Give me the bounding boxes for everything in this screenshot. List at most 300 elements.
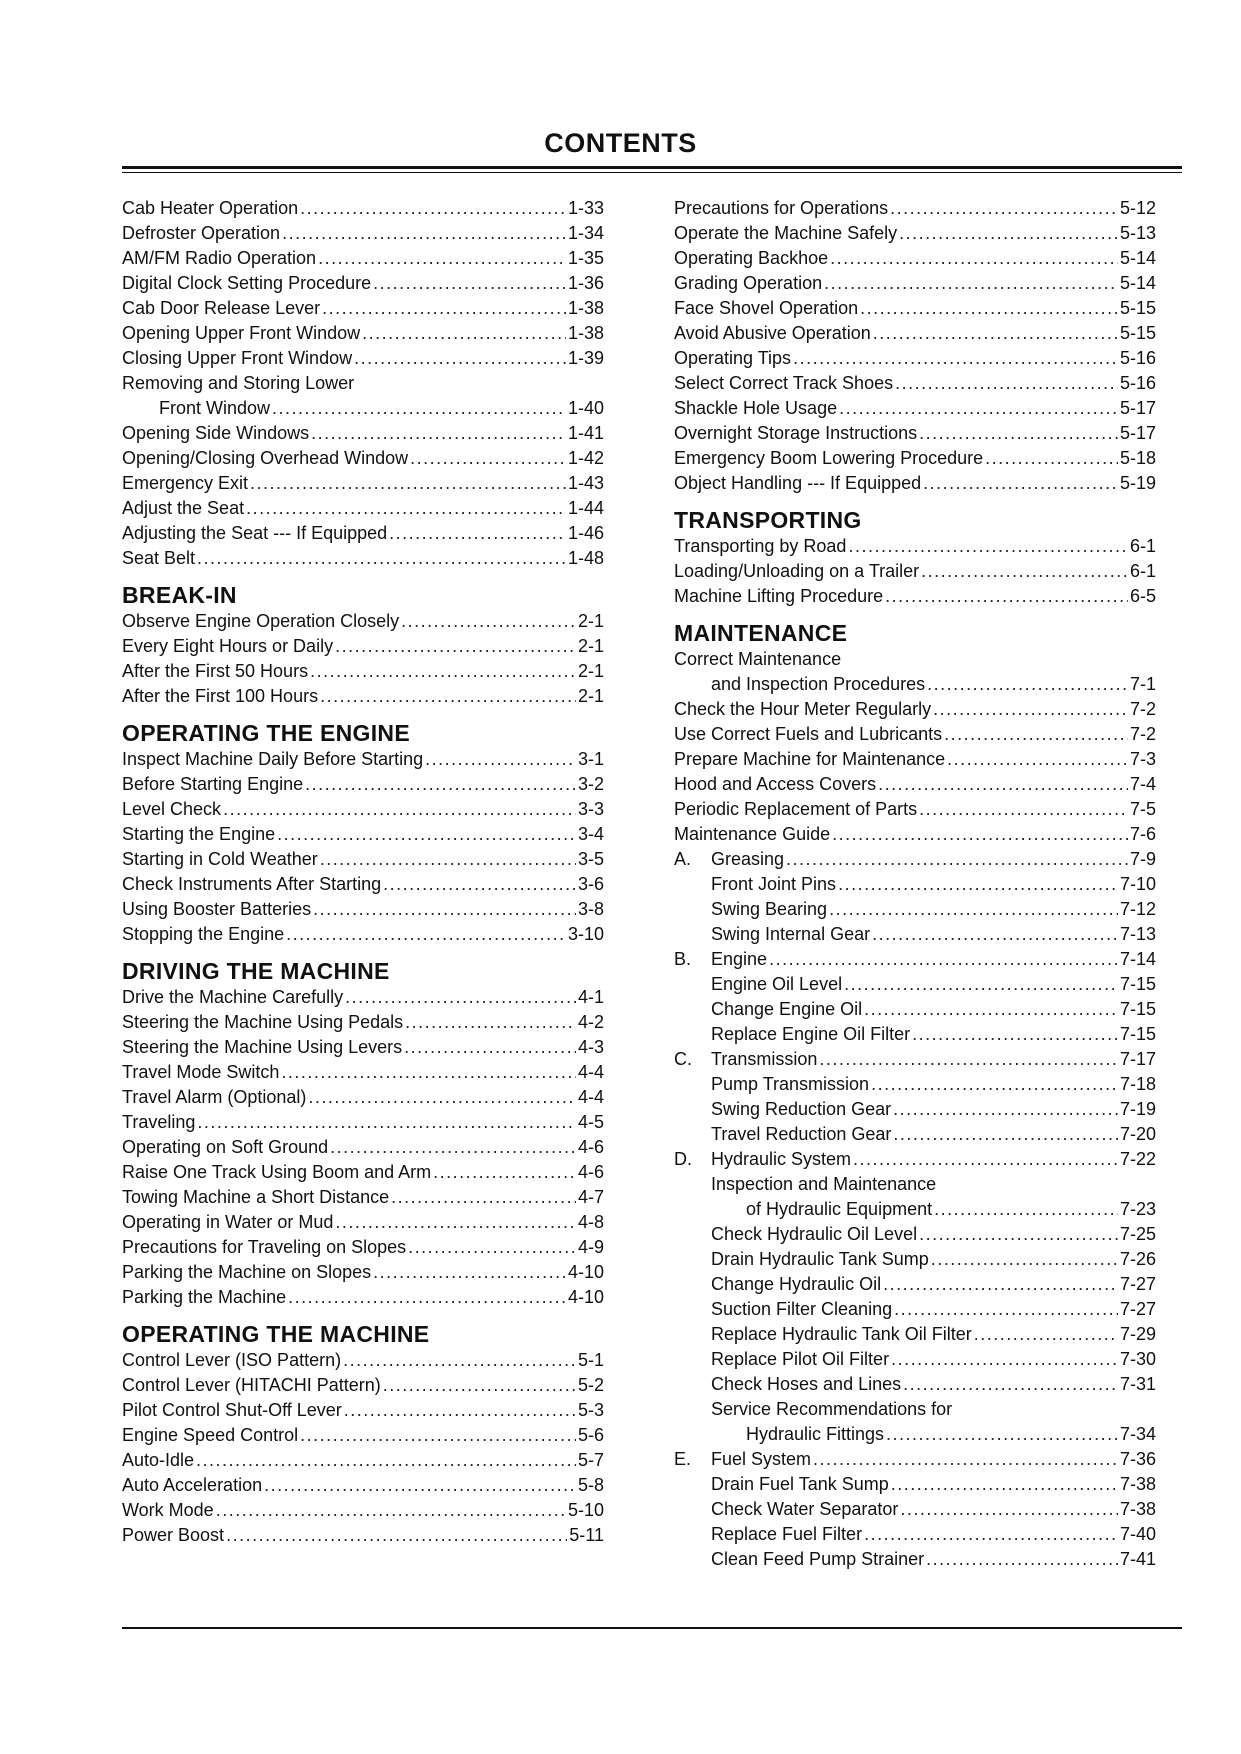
- dot-leader: [408, 1235, 576, 1260]
- toc-entry-page-number: 3-10: [567, 924, 604, 944]
- dot-leader: [391, 1185, 576, 1210]
- dot-leader: [839, 396, 1118, 421]
- toc-entry-page-number: 7-10: [1119, 874, 1156, 894]
- toc-entry[interactable]: [122, 1235, 604, 1260]
- toc-entry[interactable]: [122, 1110, 604, 1135]
- toc-entry-label: Loading/Unloading on a Trailer: [674, 561, 920, 581]
- toc-entry-label: Use Correct Fuels and Lubricants: [674, 724, 943, 744]
- toc-entry-label: Operating Backhoe: [674, 248, 829, 268]
- toc-entry[interactable]: [122, 1348, 604, 1373]
- toc-entry-label: Machine Lifting Procedure: [674, 586, 884, 606]
- toc-entry-label: Operating in Water or Mud: [122, 1212, 334, 1232]
- dot-leader: [318, 246, 566, 271]
- toc-entry[interactable]: [122, 221, 604, 246]
- toc-entry-page-number: 7-4: [1129, 774, 1156, 794]
- toc-entry-label: Opening Side Windows: [122, 423, 310, 443]
- toc-entry-page-number: 5-1: [577, 1350, 604, 1370]
- toc-entry[interactable]: [674, 972, 1156, 997]
- dot-leader: [362, 321, 566, 346]
- toc-entry-page-number: 7-23: [1119, 1199, 1156, 1219]
- dot-leader: [277, 822, 576, 847]
- toc-entry-label: Removing and Storing Lower: [122, 373, 355, 393]
- dot-leader: [282, 221, 566, 246]
- toc-entry[interactable]: [674, 421, 1156, 446]
- toc-entry-page-number: 4-9: [577, 1237, 604, 1257]
- toc-entry[interactable]: [674, 897, 1156, 922]
- toc-entry-page-number: 7-15: [1119, 1024, 1156, 1044]
- dot-leader: [919, 797, 1128, 822]
- toc-entry[interactable]: [122, 634, 604, 659]
- toc-entry-label: Auto Acceleration: [122, 1475, 263, 1495]
- toc-entry-label: Operating on Soft Ground: [122, 1137, 329, 1157]
- toc-entry[interactable]: [674, 1047, 1156, 1072]
- toc-entry-label: Check Water Separator: [711, 1499, 899, 1519]
- toc-entry-page-number: 5-17: [1119, 398, 1156, 418]
- dot-leader: [872, 922, 1118, 947]
- toc-entry-page-number: 1-41: [567, 423, 604, 443]
- toc-entry-label: Level Check: [122, 799, 222, 819]
- toc-entry-page-number: 2-1: [577, 686, 604, 706]
- toc-entry-label: Parking the Machine on Slopes: [122, 1262, 372, 1282]
- dot-leader: [343, 1348, 576, 1373]
- toc-entry[interactable]: [122, 1523, 604, 1548]
- toc-entry[interactable]: [122, 1473, 604, 1498]
- dot-leader: [883, 1272, 1118, 1297]
- toc-entry-page-number: 7-12: [1119, 899, 1156, 919]
- toc-entry-label: of Hydraulic Equipment: [746, 1199, 933, 1219]
- toc-entry[interactable]: [674, 1022, 1156, 1047]
- toc-entry[interactable]: [122, 747, 604, 772]
- toc-entry-label: Check Hydraulic Oil Level: [711, 1224, 918, 1244]
- dot-leader: [272, 396, 566, 421]
- toc-entry-label: Swing Internal Gear: [711, 924, 871, 944]
- toc-entry[interactable]: [122, 1035, 604, 1060]
- toc-entry-page-number: 1-36: [567, 273, 604, 293]
- toc-entry[interactable]: [122, 271, 604, 296]
- toc-entry[interactable]: [674, 584, 1156, 609]
- toc-entry-label: Power Boost: [122, 1525, 225, 1545]
- dot-leader: [878, 772, 1128, 797]
- toc-entry-page-number: 6-1: [1129, 561, 1156, 581]
- toc-entry-page-number: 2-1: [577, 611, 604, 631]
- toc-entry[interactable]: [674, 947, 1156, 972]
- toc-entry[interactable]: [122, 196, 604, 221]
- toc-entry[interactable]: [674, 1097, 1156, 1122]
- toc-entry[interactable]: [674, 346, 1156, 371]
- toc-entry[interactable]: [122, 1010, 604, 1035]
- toc-entry[interactable]: [674, 471, 1156, 496]
- toc-entry-label: Prepare Machine for Maintenance: [674, 749, 946, 769]
- dot-leader: [919, 1222, 1118, 1247]
- dot-leader: [335, 634, 576, 659]
- dot-leader: [197, 1110, 576, 1135]
- section-heading-break-in: BREAK-IN: [122, 582, 237, 608]
- toc-entry-label: Change Engine Oil: [711, 999, 863, 1019]
- toc-entry-page-number: 5-12: [1119, 198, 1156, 218]
- toc-entry-page-number: 5-8: [577, 1475, 604, 1495]
- dot-leader: [923, 471, 1118, 496]
- dot-leader: [864, 997, 1118, 1022]
- toc-entry[interactable]: [674, 246, 1156, 271]
- toc-entry-label: Drain Hydraulic Tank Sump: [711, 1249, 929, 1269]
- toc-entry[interactable]: [674, 1497, 1156, 1522]
- toc-entry-page-number: 4-8: [577, 1212, 604, 1232]
- toc-left-column: [122, 196, 604, 1548]
- toc-entry-label: Service Recommendations for: [711, 1399, 953, 1419]
- toc-entry-label: Avoid Abusive Operation: [674, 323, 871, 343]
- toc-entry[interactable]: [674, 1247, 1156, 1272]
- toc-entry-page-number: 7-15: [1119, 974, 1156, 994]
- toc-entry-label: Adjusting the Seat --- If Equipped: [122, 523, 388, 543]
- toc-entry-page-number: 7-13: [1119, 924, 1156, 944]
- toc-entry-page-number: 7-2: [1129, 699, 1156, 719]
- toc-text-line: [122, 371, 604, 396]
- toc-entry-page-number: 1-38: [567, 323, 604, 343]
- toc-entry-label: Digital Clock Setting Procedure: [122, 273, 372, 293]
- toc-entry-label: Closing Upper Front Window: [122, 348, 353, 368]
- toc-entry[interactable]: [122, 1185, 604, 1210]
- toc-entry[interactable]: [122, 546, 604, 571]
- footer-rule: [122, 1627, 1182, 1629]
- toc-entry[interactable]: [674, 1472, 1156, 1497]
- toc-entry[interactable]: [674, 296, 1156, 321]
- toc-entry[interactable]: [122, 797, 604, 822]
- toc-entry[interactable]: [674, 997, 1156, 1022]
- toc-entry[interactable]: [674, 1222, 1156, 1247]
- toc-entry-label: Shackle Hole Usage: [674, 398, 838, 418]
- dot-leader: [886, 1422, 1118, 1447]
- toc-entry-label: After the First 100 Hours: [122, 686, 319, 706]
- toc-entry-label: Seat Belt: [122, 548, 196, 568]
- dot-leader: [926, 1547, 1118, 1572]
- toc-entry-label: Control Lever (ISO Pattern): [122, 1350, 342, 1370]
- dot-leader: [335, 1210, 576, 1235]
- toc-entry[interactable]: [674, 672, 1156, 697]
- toc-entry[interactable]: [122, 446, 604, 471]
- dot-leader: [383, 872, 576, 897]
- toc-entry[interactable]: [122, 659, 604, 684]
- toc-entry-page-number: 7-19: [1119, 1099, 1156, 1119]
- toc-entry-label: Overnight Storage Instructions: [674, 423, 918, 443]
- toc-entry[interactable]: [122, 246, 604, 271]
- toc-entry[interactable]: [674, 1347, 1156, 1372]
- toc-entry[interactable]: [122, 296, 604, 321]
- dot-leader: [931, 1247, 1118, 1272]
- toc-entry[interactable]: [122, 1373, 604, 1398]
- dot-leader: [313, 897, 576, 922]
- toc-entry-page-number: 4-1: [577, 987, 604, 1007]
- dot-leader: [947, 747, 1128, 772]
- toc-entry-page-number: 1-46: [567, 523, 604, 543]
- toc-entry-page-number: 7-29: [1119, 1324, 1156, 1344]
- toc-entry-page-number: 2-1: [577, 636, 604, 656]
- toc-entry[interactable]: [122, 872, 604, 897]
- toc-entry-letter: B.: [674, 949, 692, 969]
- toc-entry-page-number: 7-25: [1119, 1224, 1156, 1244]
- dot-leader: [919, 421, 1118, 446]
- toc-entry-page-number: 1-48: [567, 548, 604, 568]
- toc-entry[interactable]: [122, 609, 604, 634]
- toc-entry[interactable]: [122, 684, 604, 709]
- toc-entry-page-number: 5-15: [1119, 298, 1156, 318]
- toc-entry-label: Emergency Exit: [122, 473, 249, 493]
- toc-entry[interactable]: [122, 1160, 604, 1185]
- dot-leader: [305, 772, 576, 797]
- toc-entry-label: Front Joint Pins: [711, 874, 837, 894]
- toc-entry[interactable]: [122, 847, 604, 872]
- toc-entry-label: Raise One Track Using Boom and Arm: [122, 1162, 432, 1182]
- toc-entry-label: Opening Upper Front Window: [122, 323, 361, 343]
- toc-entry-label: Opening/Closing Overhead Window: [122, 448, 409, 468]
- toc-entry-label: Check Instruments After Starting: [122, 874, 382, 894]
- toc-entry[interactable]: [122, 346, 604, 371]
- toc-entry-page-number: 2-1: [577, 661, 604, 681]
- toc-entry-label: Pump Transmission: [711, 1074, 870, 1094]
- section-heading-maintenance: MAINTENANCE: [674, 620, 848, 646]
- toc-entry-page-number: 7-14: [1119, 949, 1156, 969]
- toc-entry-page-number: 5-14: [1119, 248, 1156, 268]
- toc-entry[interactable]: [122, 396, 604, 421]
- toc-entry[interactable]: [674, 1072, 1156, 1097]
- toc-entry-page-number: 5-19: [1119, 473, 1156, 493]
- toc-entry-page-number: 7-9: [1129, 849, 1156, 869]
- toc-entry-label: Observe Engine Operation Closely: [122, 611, 400, 631]
- toc-entry-page-number: 7-31: [1119, 1374, 1156, 1394]
- dot-leader: [322, 296, 566, 321]
- toc-entry[interactable]: [122, 1060, 604, 1085]
- toc-entry-label: and Inspection Procedures: [711, 674, 926, 694]
- dot-leader: [844, 972, 1118, 997]
- toc-entry-page-number: 5-10: [567, 1500, 604, 1520]
- toc-entry[interactable]: [122, 772, 604, 797]
- toc-entry[interactable]: [122, 822, 604, 847]
- toc-entry-label: Engine Speed Control: [122, 1425, 299, 1445]
- toc-entry-page-number: 7-34: [1119, 1424, 1156, 1444]
- toc-entry-label: Precautions for Operations: [674, 198, 889, 218]
- toc-entry-page-number: 5-16: [1119, 373, 1156, 393]
- toc-text-line: [674, 1172, 1156, 1197]
- toc-entry[interactable]: [674, 697, 1156, 722]
- toc-entry[interactable]: [674, 822, 1156, 847]
- toc-entry-label: Drive the Machine Carefully: [122, 987, 344, 1007]
- toc-entry-page-number: 4-2: [577, 1012, 604, 1032]
- dot-leader: [891, 1472, 1118, 1497]
- toc-entry-page-number: 7-27: [1119, 1299, 1156, 1319]
- toc-entry-page-number: 5-15: [1119, 323, 1156, 343]
- toc-entry[interactable]: [674, 922, 1156, 947]
- toc-entry-page-number: 7-2: [1129, 724, 1156, 744]
- toc-entry-page-number: 7-40: [1119, 1524, 1156, 1544]
- toc-entry-label: Auto-Idle: [122, 1450, 195, 1470]
- dot-leader: [873, 321, 1118, 346]
- toc-entry-page-number: 3-5: [577, 849, 604, 869]
- toc-entry-page-number: 7-22: [1119, 1149, 1156, 1169]
- toc-entry-label: Replace Fuel Filter: [711, 1524, 863, 1544]
- dot-leader: [786, 847, 1128, 872]
- toc-entry[interactable]: [122, 1085, 604, 1110]
- toc-entry-label: Swing Reduction Gear: [711, 1099, 892, 1119]
- toc-entry-page-number: 3-8: [577, 899, 604, 919]
- toc-entry[interactable]: [674, 872, 1156, 897]
- toc-text-line: [674, 647, 1156, 672]
- toc-entry-label: Hydraulic System: [711, 1149, 852, 1169]
- toc-entry[interactable]: [674, 797, 1156, 822]
- dot-leader: [903, 1372, 1118, 1397]
- toc-entry-page-number: 1-38: [567, 298, 604, 318]
- toc-entry[interactable]: [674, 1297, 1156, 1322]
- toc-entry-label: Travel Mode Switch: [122, 1062, 280, 1082]
- toc-entry[interactable]: [674, 722, 1156, 747]
- toc-entry-page-number: 7-41: [1119, 1549, 1156, 1569]
- dot-leader: [921, 559, 1128, 584]
- toc-entry-page-number: 7-38: [1119, 1474, 1156, 1494]
- toc-entry-page-number: 3-3: [577, 799, 604, 819]
- dot-leader: [300, 196, 566, 221]
- toc-entry-label: Steering the Machine Using Levers: [122, 1037, 403, 1057]
- toc-entry-page-number: 1-33: [567, 198, 604, 218]
- toc-entry[interactable]: [122, 1398, 604, 1423]
- toc-entry[interactable]: [674, 321, 1156, 346]
- dot-leader: [933, 697, 1128, 722]
- toc-entry-label: Cab Door Release Lever: [122, 298, 321, 318]
- toc-entry-label: Before Starting Engine: [122, 774, 304, 794]
- dot-leader: [934, 1197, 1118, 1222]
- toc-entry-page-number: 5-7: [577, 1450, 604, 1470]
- toc-entry[interactable]: [674, 1197, 1156, 1222]
- toc-entry-label: Periodic Replacement of Parts: [674, 799, 918, 819]
- toc-entry-label: Inspection and Maintenance: [711, 1174, 937, 1194]
- toc-entry-label: Pilot Control Shut-Off Lever: [122, 1400, 342, 1420]
- toc-entry-page-number: 4-7: [577, 1187, 604, 1207]
- toc-entry[interactable]: [674, 446, 1156, 471]
- toc-entry-page-number: 6-1: [1129, 536, 1156, 556]
- toc-entry-page-number: 7-27: [1119, 1274, 1156, 1294]
- toc-entry-label: Transmission: [711, 1049, 818, 1069]
- toc-entry-page-number: 5-3: [577, 1400, 604, 1420]
- dot-leader: [216, 1498, 566, 1523]
- toc-entry[interactable]: [122, 985, 604, 1010]
- dot-leader: [894, 1297, 1118, 1322]
- toc-entry[interactable]: [122, 321, 604, 346]
- toc-entry[interactable]: [674, 1272, 1156, 1297]
- toc-right-column: [674, 196, 1156, 1572]
- toc-entry[interactable]: [674, 396, 1156, 421]
- toc-entry-page-number: 3-4: [577, 824, 604, 844]
- toc-entry[interactable]: [674, 847, 1156, 872]
- toc-entry-page-number: 1-40: [567, 398, 604, 418]
- toc-entry[interactable]: [674, 1447, 1156, 1472]
- toc-entry[interactable]: [674, 534, 1156, 559]
- toc-entry-label: Travel Reduction Gear: [711, 1124, 892, 1144]
- dot-leader: [848, 534, 1128, 559]
- toc-entry-label: Check the Hour Meter Regularly: [674, 699, 932, 719]
- toc-entry[interactable]: [674, 1422, 1156, 1447]
- toc-entry[interactable]: [674, 559, 1156, 584]
- toc-entry-page-number: 1-39: [567, 348, 604, 368]
- dot-leader: [944, 722, 1128, 747]
- toc-entry[interactable]: [674, 371, 1156, 396]
- dot-leader: [838, 872, 1118, 897]
- page-title: CONTENTS: [544, 128, 697, 158]
- toc-entry-page-number: 7-30: [1119, 1349, 1156, 1369]
- dot-leader: [250, 471, 566, 496]
- toc-entry[interactable]: [122, 897, 604, 922]
- toc-entry[interactable]: [674, 772, 1156, 797]
- toc-entry-label: Hood and Access Covers: [674, 774, 877, 794]
- dot-leader: [853, 1147, 1118, 1172]
- toc-entry-page-number: 4-6: [577, 1137, 604, 1157]
- dot-leader: [310, 659, 576, 684]
- toc-entry[interactable]: [122, 1135, 604, 1160]
- toc-entry-page-number: 7-17: [1119, 1049, 1156, 1069]
- toc-entry[interactable]: [674, 221, 1156, 246]
- dot-leader: [404, 1035, 576, 1060]
- dot-leader: [829, 897, 1118, 922]
- toc-entry-label: Fuel System: [711, 1449, 812, 1469]
- toc-entry-page-number: 7-6: [1129, 824, 1156, 844]
- toc-entry[interactable]: [674, 1372, 1156, 1397]
- toc-entry-label: Emergency Boom Lowering Procedure: [674, 448, 984, 468]
- toc-entry-label: Towing Machine a Short Distance: [122, 1187, 390, 1207]
- dot-leader: [223, 797, 576, 822]
- toc-entry[interactable]: [122, 1448, 604, 1473]
- toc-entry-label: Suction Filter Cleaning: [711, 1299, 893, 1319]
- toc-entry[interactable]: [122, 1423, 604, 1448]
- toc-entry[interactable]: [122, 1498, 604, 1523]
- toc-entry-label: Hydraulic Fittings: [746, 1424, 885, 1444]
- toc-entry-label: Control Lever (HITACHI Pattern): [122, 1375, 381, 1395]
- toc-entry[interactable]: [122, 521, 604, 546]
- toc-entry[interactable]: [122, 922, 604, 947]
- dot-leader: [974, 1322, 1118, 1347]
- toc-entry[interactable]: [122, 421, 604, 446]
- toc-entry[interactable]: [674, 1522, 1156, 1547]
- dot-leader: [288, 1285, 566, 1310]
- dot-leader: [330, 1135, 576, 1160]
- dot-leader: [354, 346, 566, 371]
- dot-leader: [895, 371, 1118, 396]
- toc-entry[interactable]: [674, 1547, 1156, 1572]
- toc-entry[interactable]: [674, 1147, 1156, 1172]
- toc-entry[interactable]: [122, 1260, 604, 1285]
- toc-entry[interactable]: [674, 747, 1156, 772]
- toc-entry[interactable]: [674, 1122, 1156, 1147]
- dot-leader: [320, 684, 576, 709]
- toc-entry-label: Steering the Machine Using Pedals: [122, 1012, 404, 1032]
- dot-leader: [308, 1085, 576, 1110]
- toc-entry-page-number: 3-1: [577, 749, 604, 769]
- toc-entry-page-number: 5-6: [577, 1425, 604, 1445]
- toc-entry[interactable]: [122, 1210, 604, 1235]
- toc-entry[interactable]: [674, 271, 1156, 296]
- toc-entry-page-number: 4-5: [577, 1112, 604, 1132]
- dot-leader: [286, 922, 566, 947]
- dot-leader: [405, 1010, 576, 1035]
- toc-entry-letter: D.: [674, 1149, 692, 1169]
- toc-entry-label: Inspect Machine Daily Before Starting: [122, 749, 424, 769]
- toc-entry-label: Replace Pilot Oil Filter: [711, 1349, 890, 1369]
- toc-entry-page-number: 3-2: [577, 774, 604, 794]
- toc-entry[interactable]: [122, 1285, 604, 1310]
- dot-leader: [893, 1097, 1118, 1122]
- toc-entry-page-number: 7-38: [1119, 1499, 1156, 1519]
- toc-entry[interactable]: [122, 496, 604, 521]
- dot-leader: [871, 1072, 1118, 1097]
- dot-leader: [344, 1398, 576, 1423]
- toc-entry[interactable]: [674, 1322, 1156, 1347]
- toc-entry[interactable]: [674, 196, 1156, 221]
- toc-entry[interactable]: [122, 471, 604, 496]
